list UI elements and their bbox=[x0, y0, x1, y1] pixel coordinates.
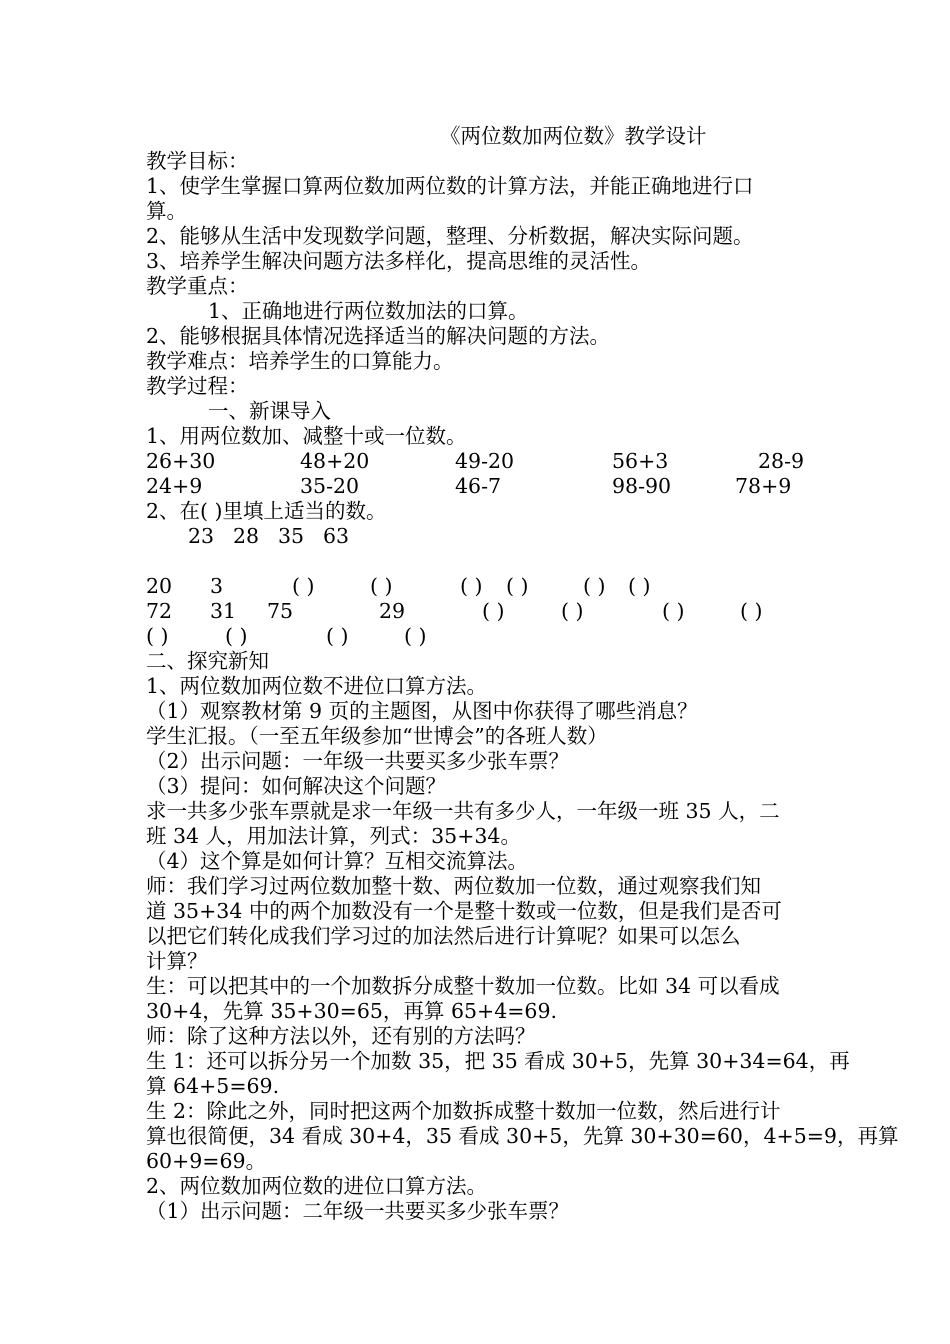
text-line: （1）出示问题：二年级一共要买多少张车票？ bbox=[146, 1199, 570, 1223]
section-heading: 一、新课导入 bbox=[208, 399, 331, 423]
exercise-item: 46-7 bbox=[455, 474, 502, 498]
tree-number: 35 bbox=[278, 524, 305, 548]
text-line: 2、能够从生活中发现数学问题，整理、分析数据，解决实际问题。 bbox=[146, 224, 754, 248]
text-line: 2、能够根据具体情况选择适当的解决问题的方法。 bbox=[146, 324, 611, 348]
exercise-item: 56+3 bbox=[612, 449, 669, 473]
blank: ( ) bbox=[482, 599, 505, 623]
blank: ( ) bbox=[460, 574, 483, 598]
blank: ( ) bbox=[662, 599, 685, 623]
text-line: （2）出示问题：一年级一共要买多少张车票？ bbox=[146, 749, 570, 773]
text-line: 生 2：除此之外，同时把这两个加数拆成整十数加一位数，然后进行计 bbox=[146, 1099, 781, 1123]
blank: ( ) bbox=[506, 574, 529, 598]
heading-process: 教学过程： bbox=[146, 374, 249, 398]
text-line: 1、用两位数加、减整十或一位数。 bbox=[146, 424, 467, 448]
exercise-item: 49-20 bbox=[455, 449, 515, 473]
tree-number: 3 bbox=[210, 574, 224, 598]
blank: ( ) bbox=[225, 624, 248, 648]
text-line: 30+4，先算 35+30=65，再算 65+4=69. bbox=[146, 999, 558, 1023]
exercise-item: 24+9 bbox=[146, 474, 203, 498]
text-line: 1、使学生掌握口算两位数加两位数的计算方法，并能正确地进行口 bbox=[146, 174, 754, 198]
text-line: 师：我们学习过两位数加整十数、两位数加一位数，通过观察我们知 bbox=[146, 874, 761, 898]
text-line: 求一共多少张车票就是求一年级一共有多少人，一年级一班 35 人，二 bbox=[146, 799, 780, 823]
tree-number: 23 bbox=[188, 524, 215, 548]
tree-number: 29 bbox=[379, 599, 406, 623]
text-line: 算 64+5=69. bbox=[146, 1074, 280, 1098]
tree-number: 20 bbox=[146, 574, 173, 598]
text-line: 生：可以把其中的一个加数拆分成整十数加一位数。比如 34 可以看成 bbox=[146, 974, 780, 998]
text-line: 道 35+34 中的两个加数没有一个是整十数或一位数，但是我们是否可 bbox=[146, 899, 782, 923]
text-line: 1、两位数加两位数不进位口算方法。 bbox=[146, 674, 488, 698]
heading-objectives: 教学目标： bbox=[146, 149, 249, 173]
text-line: （4）这个算是如何计算？互相交流算法。 bbox=[146, 849, 529, 873]
blank: ( ) bbox=[561, 599, 584, 623]
exercise-item: 98-90 bbox=[612, 474, 672, 498]
exercise-item: 26+30 bbox=[146, 449, 216, 473]
heading-difficulty: 教学难点：培养学生的口算能力。 bbox=[146, 349, 454, 373]
text-line: 计算？ bbox=[146, 949, 208, 973]
tree-number: 75 bbox=[267, 599, 294, 623]
text-line: 1、正确地进行两位数加法的口算。 bbox=[208, 299, 529, 323]
tree-number: 72 bbox=[146, 599, 173, 623]
document-title: 《两位数加两位数》教学设计 bbox=[440, 124, 707, 148]
text-line: 2、两位数加两位数的进位口算方法。 bbox=[146, 1174, 488, 1198]
blank: ( ) bbox=[326, 624, 349, 648]
text-line: 2、在( )里填上适当的数。 bbox=[146, 499, 387, 523]
section-heading: 二、探究新知 bbox=[146, 649, 269, 673]
text-line: （1）观察教材第 9 页的主题图，从图中你获得了哪些消息？ bbox=[146, 699, 698, 723]
exercise-item: 78+9 bbox=[735, 474, 792, 498]
text-line: 以把它们转化成我们学习过的加法然后进行计算呢？如果可以怎么 bbox=[146, 924, 741, 948]
text-line: 学生汇报。（一至五年级参加“世博会”的各班人数） bbox=[146, 724, 608, 748]
text-line: 生 1：还可以拆分另一个加数 35，把 35 看成 30+5，先算 30+34=64，再 bbox=[146, 1049, 850, 1073]
blank: ( ) bbox=[146, 624, 169, 648]
heading-key-points: 教学重点： bbox=[146, 274, 249, 298]
text-line: （3）提问：如何解决这个问题？ bbox=[146, 774, 447, 798]
blank: ( ) bbox=[292, 574, 315, 598]
blank: ( ) bbox=[740, 599, 763, 623]
exercise-item: 48+20 bbox=[300, 449, 370, 473]
text-line: 60+9=69。 bbox=[146, 1149, 267, 1173]
blank: ( ) bbox=[583, 574, 606, 598]
blank: ( ) bbox=[370, 574, 393, 598]
tree-number: 28 bbox=[233, 524, 260, 548]
text-line: 3、培养学生解决问题方法多样化，提高思维的灵活性。 bbox=[146, 249, 652, 273]
text-line: 算也很简便，34 看成 30+4，35 看成 30+5，先算 30+30=60，4+5=9，再算 bbox=[146, 1124, 899, 1148]
exercise-item: 28-9 bbox=[758, 449, 805, 473]
text-line: 师：除了这种方法以外，还有别的方法吗？ bbox=[146, 1024, 536, 1048]
blank: ( ) bbox=[628, 574, 651, 598]
blank: ( ) bbox=[404, 624, 427, 648]
tree-number: 63 bbox=[323, 524, 350, 548]
text-line: 班 34 人，用加法计算，列式：35+34。 bbox=[146, 824, 521, 848]
exercise-item: 35-20 bbox=[300, 474, 360, 498]
text-line: 算。 bbox=[146, 199, 187, 223]
tree-number: 31 bbox=[210, 599, 237, 623]
